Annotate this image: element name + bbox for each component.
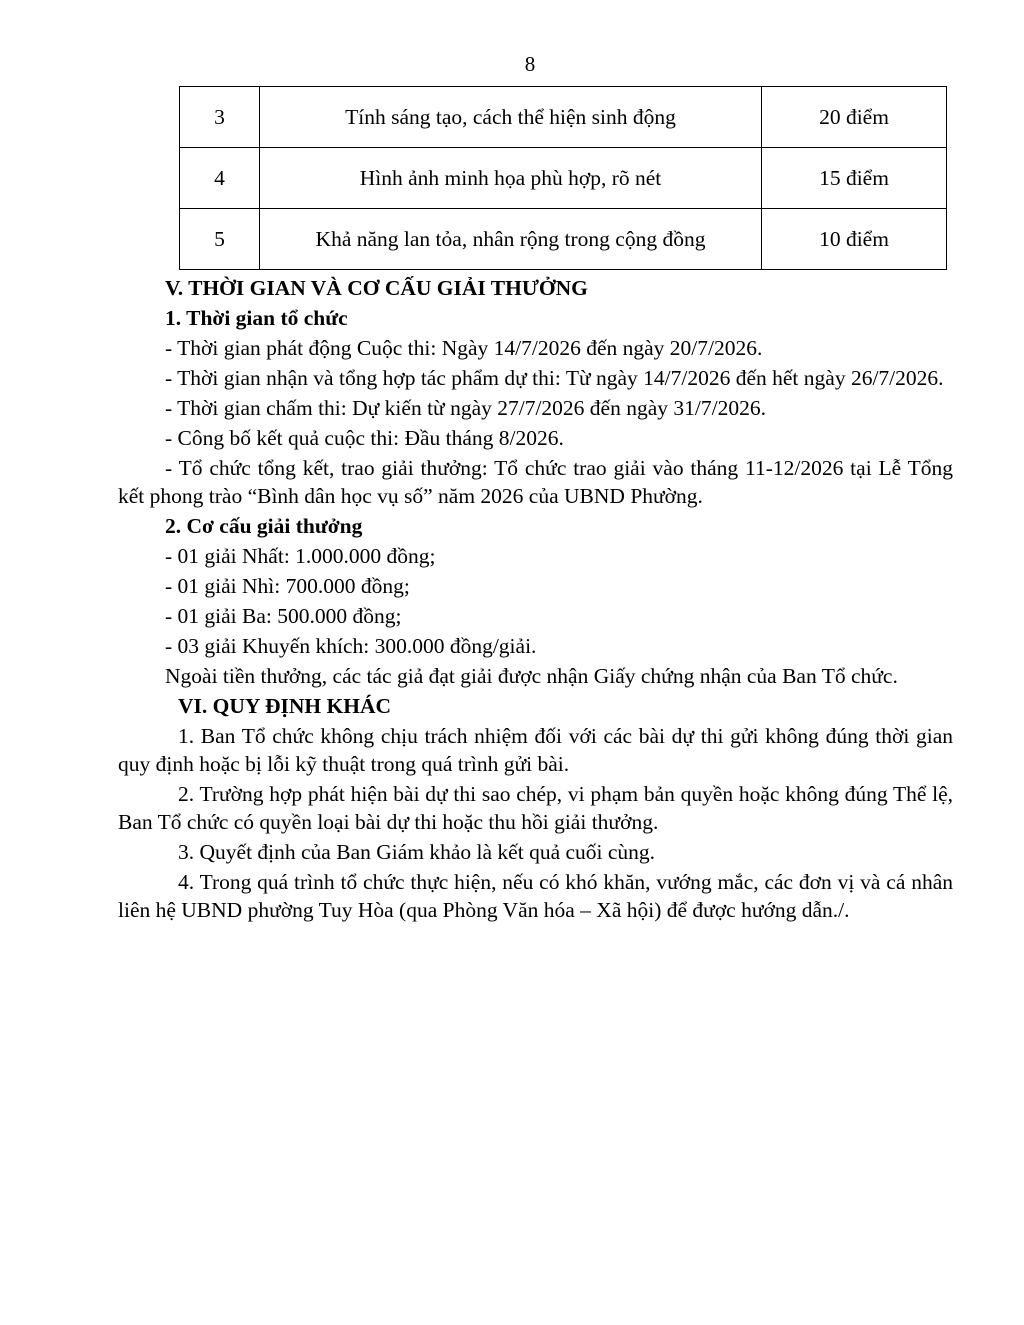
scoring-table xyxy=(179,86,947,270)
prize-line: - 01 giải Ba: 500.000 đồng; xyxy=(165,604,402,628)
table-row xyxy=(180,87,947,148)
score: 15 điểm xyxy=(762,148,947,209)
table-row xyxy=(180,209,947,270)
table-row xyxy=(180,148,947,209)
rule-item: 4. Trong quá trình tổ chức thực hiện, nếu có khó khăn, vướng mắc, các đơn vị và cá nhân liên hệ UBND phường Tuy Hòa (qua Phòng Văn hóa – Xã hội) để được hướng dẫn./. xyxy=(118,870,953,922)
time-line: - Tổ chức tổng kết, trao giải thưởng: Tổ chức trao giải vào tháng 11-12/2026 tại Lễ Tổng kết phong trào “Bình dân học vụ số” năm 2026 của UBND Phường. xyxy=(118,456,953,508)
score: 20 điểm xyxy=(762,87,947,148)
time-line: - Thời gian chấm thi: Dự kiến từ ngày 27/7/2026 đến ngày 31/7/2026. xyxy=(165,396,766,420)
row-number: 4 xyxy=(180,148,260,209)
row-number: 3 xyxy=(180,87,260,148)
prize-note: Ngoài tiền thưởng, các tác giả đạt giải được nhận Giấy chứng nhận của Ban Tổ chức. xyxy=(165,664,898,688)
row-number: 5 xyxy=(180,209,260,270)
section-heading: V. THỜI GIAN VÀ CƠ CẤU GIẢI THƯỞNG xyxy=(165,276,588,300)
rule-item: 1. Ban Tổ chức không chịu trách nhiệm đối với các bài dự thi gửi không đúng thời gian quy định hoặc bị lỗi kỹ thuật trong quá trình gửi bài. xyxy=(118,724,953,776)
subsection-heading: 1. Thời gian tổ chức xyxy=(165,306,348,330)
rule-item: 3. Quyết định của Ban Giám khảo là kết quả cuối cùng. xyxy=(178,840,656,864)
prize-line: - 01 giải Nhất: 1.000.000 đồng; xyxy=(165,544,436,568)
document-body xyxy=(118,274,953,924)
criterion: Tính sáng tạo, cách thể hiện sinh động xyxy=(260,87,762,148)
subsection-heading: 2. Cơ cấu giải thưởng xyxy=(165,514,363,538)
criterion: Khả năng lan tỏa, nhân rộng trong cộng đồng xyxy=(260,209,762,270)
score: 10 điểm xyxy=(762,209,947,270)
criterion: Hình ảnh minh họa phù hợp, rõ nét xyxy=(260,148,762,209)
rule-item: 2. Trường hợp phát hiện bài dự thi sao chép, vi phạm bản quyền hoặc không đúng Thể lệ, Ban Tổ chức có quyền loại bài dự thi hoặc thu hồi giải thưởng. xyxy=(118,782,953,834)
time-line: - Thời gian nhận và tổng hợp tác phẩm dự thi: Từ ngày 14/7/2026 đến hết ngày 26/7/2026. xyxy=(165,366,944,390)
section-heading: VI. QUY ĐỊNH KHÁC xyxy=(178,694,392,718)
time-line: - Công bố kết quả cuộc thi: Đầu tháng 8/2026. xyxy=(165,426,564,450)
prize-line: - 01 giải Nhì: 700.000 đồng; xyxy=(165,574,410,598)
page-number: 8 xyxy=(524,52,536,76)
time-line: - Thời gian phát động Cuộc thi: Ngày 14/7/2026 đến ngày 20/7/2026. xyxy=(165,336,763,360)
prize-line: - 03 giải Khuyến khích: 300.000 đồng/giải. xyxy=(165,634,537,658)
